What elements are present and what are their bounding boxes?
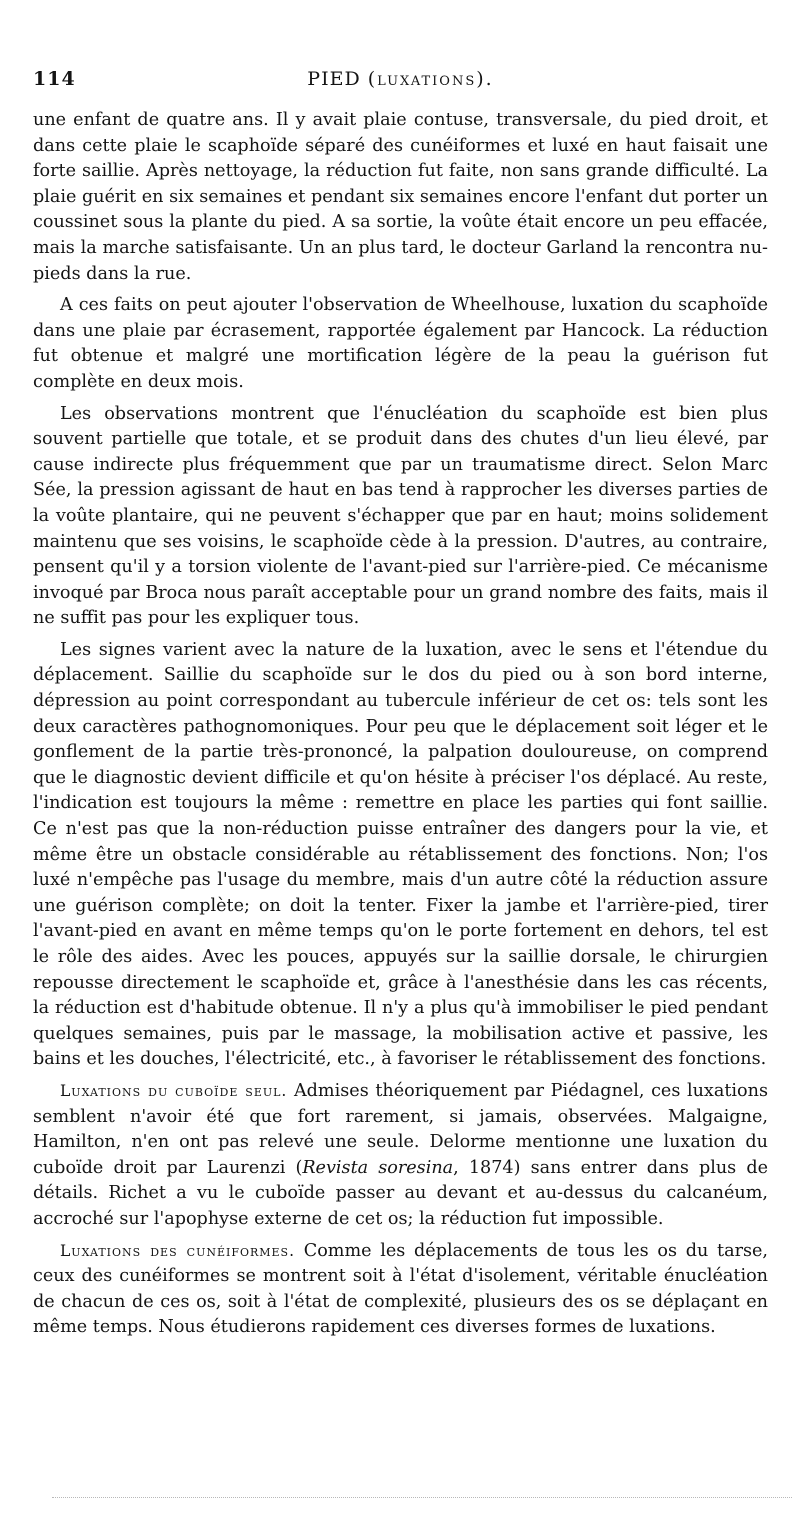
book-page xyxy=(33,64,768,1347)
section-cuboide-text-after: , 1874) sans entrer dans plus de détails. Richet a vu le cuboïde passer au devant et au-dessus du calcanéum, accroché sur l'apophyse externe de cet os; la réduction fut impossible. xyxy=(33,1157,768,1229)
page-number: 114 xyxy=(33,68,76,90)
paragraph-signes: Les signes varient avec la nature de la luxation, avec le sens et l'étendue du déplacement. Saillie du scaphoïde sur le dos du pied ou à son bord interne, dépression au point correspondant au tubercule inférieur de cet os: tels sont les deux caractères pathognomoniques. Pour peu que le déplacement soit léger et le gonflement de la partie très-prononcé, la palpation douloureuse, on comprend que le diagnostic devient difficile et qu'on hésite à préciser l'os déplacé. Au reste, l'indication est toujours la même : remettre en place les parties qui font saillie. Ce n'est pas que la non-réduction puisse entraîner des dangers pour la vie, et même être un obstacle considérable au rétablissement des fonctions. Non; l'os luxé n'empêche pas l'usage du membre, mais d'un autre côté la réduction assure une guérison complète; on doit la tenter. Fixer la jambe et l'arrière-pied, tirer l'avant-pied en avant en même temps qu'on le porte fortement en dehors, tel est le rôle des aides. Avec les pouces, appuyés sur la saillie dorsale, le chirurgien repousse directement le scaphoïde et, grâce à l'anesthésie dans les cas récents, la réduction est d'habitude obtenue. Il n'y a plus qu'à immobiliser le pied pendant quelques semaines, puis par le massage, la mobilisation active et passive, les bains et les douches, l'électricité, etc., à favoriser le rétablissement des fonctions. xyxy=(33,639,768,1070)
section-cuneiformes-text: Comme les déplacements de tous les os du tarse, ceux des cunéiformes se montrent soit à l'état d'isolement, véritable énucléation de chacun de ces os, soit à l'état de complexité, plusieurs des os se déplaçant en même temps. Nous étudierons rapidement ces diverses formes de luxations. xyxy=(33,1240,769,1338)
section-heading-cuneiformes: Luxations des cunéiformes. xyxy=(60,1241,296,1260)
running-head xyxy=(33,64,768,108)
paragraph-wheelhouse: A ces faits on peut ajouter l'observation de Wheelhouse, luxation du scaphoïde dans une plaie par écrasement, rapportée également par Hancock. La réduction fut obtenue et malgré une mortification légère de la peau la guérison fut complète en deux mois. xyxy=(33,295,768,392)
paragraph-continued: une enfant de quatre ans. Il y avait plaie contuse, transversale, du pied droit, et dans cette plaie le scaphoïde séparé des cunéiformes et luxé en haut faisait une forte saillie. Après nettoyage, la réduction fut faite, non sans grande difficulté. La plaie guérit en six semaines et pendant six semaines encore l'enfant dut porter un coussinet sous la plante du pied. A sa sortie, la voûte était encore un peu effacée, mais la marche satisfaisante. Un an plus tard, le docteur Garland la rencontra nu-pieds dans la rue. xyxy=(33,110,768,284)
citation-revista: Revista soresina xyxy=(302,1157,454,1178)
body-text xyxy=(33,108,768,1341)
paragraph-observations: Les observations montrent que l'énucléation du scaphoïde est bien plus souvent partielle que totale, et se produit dans des chutes d'un lieu élevé, par cause indirecte plus fréquemment que par un traumatisme direct. Selon Marc Sée, la pression agissant de haut en bas tend à rapprocher les diverses parties de la voûte plantaire, qui ne peuvent s'échapper que par en haut; moins solidement maintenu que ses voisins, le scaphoïde cède à la pression. D'autres, au contraire, pensent qu'il y a torsion violente de l'avant-pied sur l'arrière-pied. Ce mécanisme invoqué par Broca nous paraît acceptable pour un grand nombre des faits, mais il ne suffit pas pour les expliquer tous. xyxy=(33,403,768,629)
section-cuboide-text-before: Admises théoriquement par Piédagnel, ces luxations semblent n'avoir été que fort rarement, si jamais, observées. Malgaigne, Hamilton, n'en ont pas relevé une seule. Delorme mentionne une luxation du cuboïde droit par Laurenzi ( xyxy=(33,1080,768,1178)
section-cuboide xyxy=(33,1079,768,1233)
bottom-dotted-rule xyxy=(52,1497,792,1498)
page-header-title xyxy=(33,68,768,90)
section-cuneiformes xyxy=(33,1239,768,1341)
header-title-paren: (luxations). xyxy=(367,68,494,90)
section-heading-cuboide: Luxations du cuboïde seul. xyxy=(60,1081,288,1100)
header-title-main: PIED xyxy=(307,68,361,90)
